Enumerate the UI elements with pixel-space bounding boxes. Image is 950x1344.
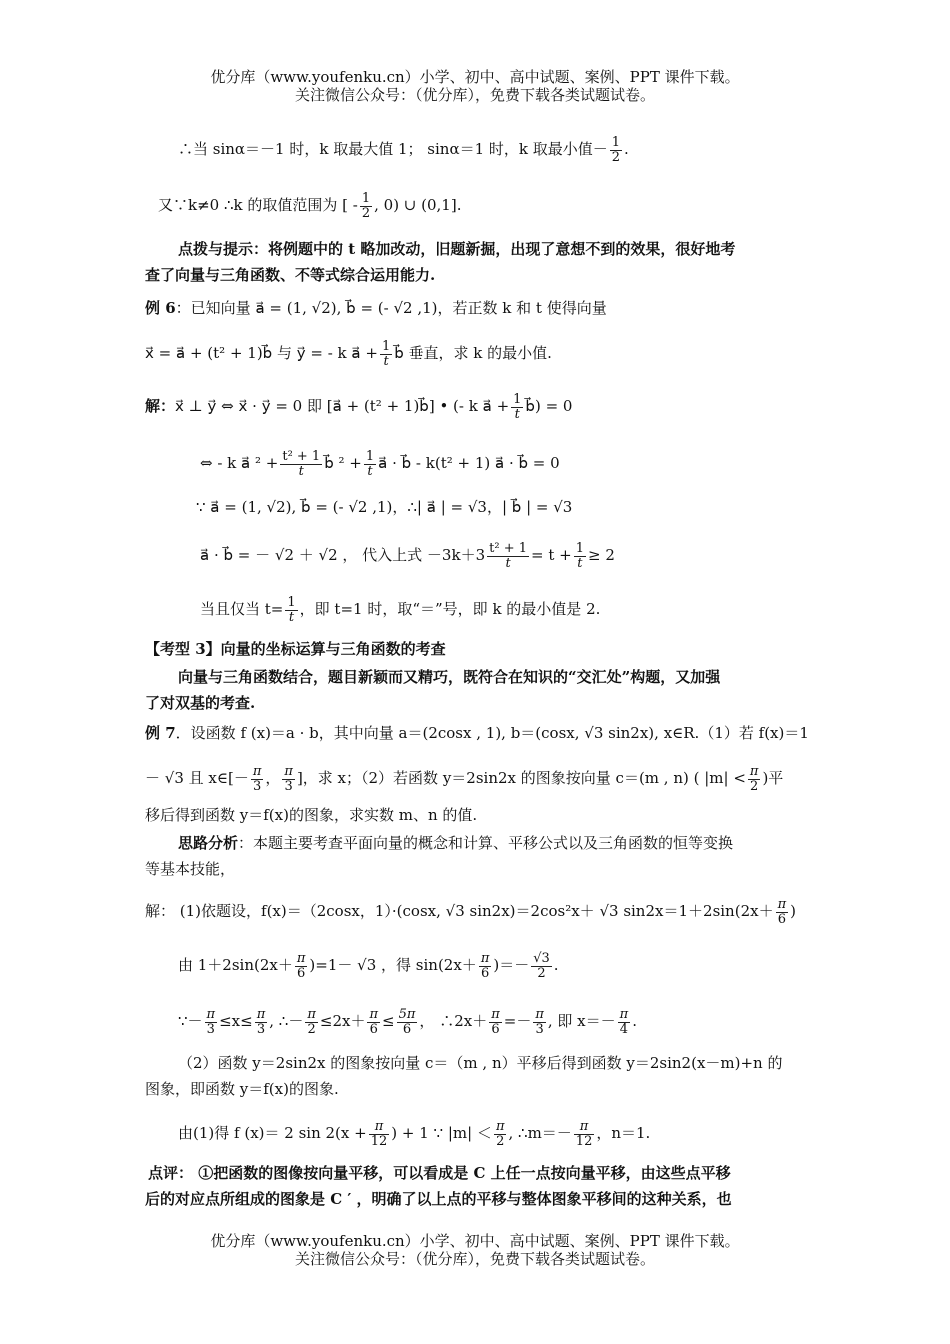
example-7-conditions: － √3 且 x∈[－ $\frac{\pi}{3}$ ， $\frac{\pi}{3}$ ]，求 x；（2）若函数 y＝2sin2x 的图象按向量 c＝(m , n) ( |m| < $\frac{\pi}{2}$ )平 xyxy=(145,764,784,794)
fraction: $\frac{5\pi}{6}$ xyxy=(398,1007,416,1037)
footer-line-2: 关注微信公众号：（优分库），免费下载各类试题试卷。 xyxy=(294,1250,655,1268)
intro-line-1: 向量与三角函数结合，题目新颖而又精巧，既符合在知识的“交汇处”构题，又加强 xyxy=(178,668,721,686)
example-6-statement: 例 6：已知向量 a⃗ = (1, √2), b⃗ = (- √2 ,1)，若正数 k 和 t 使得向量 xyxy=(145,299,607,317)
solution-step-3: ∵ a⃗ = (1, √2), b⃗ = (- √2 ,1)，∴| a⃗ | = √3，| b⃗ | = √3 xyxy=(196,498,573,516)
fraction: $\frac{√3}{2}$ xyxy=(533,951,550,981)
tip-line-2: 查了向量与三角函数、不等式综合运用能力. xyxy=(145,266,436,284)
fraction: $\frac{\pi}{12}$ xyxy=(370,1119,388,1149)
example-7-statement: 例 7．设函数 f (x)＝a · b，其中向量 a＝(2cosx , 1), b＝(cosx, √3 sin2x), x∈R.（1）若 f(x)＝1 xyxy=(145,724,809,742)
comment-line-2: 后的对应点所组成的图象是 C ′ ，明确了以上点的平移与整体图象平移间的这种关系，也 xyxy=(145,1190,732,1208)
section-type-3-heading: 【考型 3】向量的坐标运算与三角函数的考查 xyxy=(145,640,446,658)
fraction: $\frac{1}{t}$ xyxy=(287,595,296,625)
line-k-range: 又∵k≠0 ∴k 的取值范围为 [ - $\frac{1}{2}$ , 0) ∪ (0,1]. xyxy=(158,191,462,221)
fraction: $\frac{\pi}{3}$ xyxy=(535,1007,544,1037)
fraction: $\frac{\pi}{4}$ xyxy=(619,1007,629,1037)
fraction: $\frac{\pi}{6}$ xyxy=(491,1007,500,1037)
fraction: $\frac{\pi}{12}$ xyxy=(575,1119,593,1149)
fraction: $\frac{1}{t}$ xyxy=(381,339,391,369)
answer-line-2: 由 1＋2sin(2x＋ $\frac{\pi}{6}$ )=1－ √3 ，得 sin(2x＋ $\frac{\pi}{6}$ )＝－ $\frac{√3}{2}$ . xyxy=(178,951,559,981)
intro-line-2: 了对双基的考查. xyxy=(145,694,256,712)
line-sin-extreme: ∴当 sinα＝－1 时，k 取最大值 1； sinα＝1 时，k 取最小值－ $\frac{1}{2}$ . xyxy=(178,135,629,165)
fraction: $\frac{1}{2}$ xyxy=(361,191,371,221)
fraction: $\frac{\pi}{6}$ xyxy=(777,897,787,927)
fraction: $\frac{1}{2}$ xyxy=(611,135,621,165)
answer-line-4: （2）函数 y＝2sin2x 的图象按向量 c＝（m , n）平移后得到函数 y＝2sin2(x－m)+n 的 xyxy=(178,1054,783,1072)
solution-step-2: ⇔ - k a⃗ ² + $\frac{\text{t² + 1}}{t}$ b⃗ ² + $\frac{1}{t}$ a⃗ · b⃗ - k(t² + 1) a⃗ · b⃗ = 0 xyxy=(200,449,560,479)
fraction: $\frac{\pi}{2}$ xyxy=(749,764,759,794)
tip-line-1: 点拨与提示：将例题中的 t 略加改动，旧题新掘，出现了意想不到的效果，很好地考 xyxy=(178,240,736,258)
example-6-vectors: x⃗ = a⃗ + (t² + 1)b⃗ 与 y⃗ = - k a⃗ + $\frac{1}{t}$ b⃗ 垂直，求 k 的最小值. xyxy=(145,339,552,369)
header-line-1: 优分库（www.youfenku.cn）小学、初中、高中试题、案例、PPT 课件下载。 xyxy=(210,68,740,86)
answer-line-1: 解： (1)依题设，f(x)＝（2cosx，1）·(cosx, √3 sin2x)＝2cos²x＋ √3 sin2x＝1＋2sin(2x＋ $\frac{\pi}{6}$ ) xyxy=(145,897,796,927)
answer-line-3: ∵－ $\frac{\pi}{3}$ ≤x≤ $\frac{\pi}{3}$ , ∴－ $\frac{\pi}{2}$ ≤2x＋ $\frac{\pi}{6}$ ≤ $\frac{5\pi}{6}$ ， ∴2x＋ $\frac{\pi}{6}$ =－ $\frac{\pi}{3}$ , 即 x＝－ $\frac{\pi}{4}$ . xyxy=(178,1007,637,1037)
fraction: $\frac{\pi}{3}$ xyxy=(252,764,262,794)
answer-line-6: 由(1)得 f (x)＝ 2 sin 2(x + $\frac{\pi}{12}$ ) + 1 ∵ |m| ＜ $\frac{\pi}{2}$ , ∴m＝－ $\frac{\pi}{12}$ ，n＝1. xyxy=(178,1119,651,1149)
answer-line-5: 图象，即函数 y＝f(x)的图象. xyxy=(145,1080,339,1098)
solution-step-1: 解：x⃗ ⊥ y⃗ ⇔ x⃗ · y⃗ = 0 即 [a⃗ + (t² + 1)b⃗] • (- k a⃗ + $\frac{1}{t}$ b⃗) = 0 xyxy=(145,392,573,422)
fraction: $\frac{\pi}{3}$ xyxy=(284,764,293,794)
fraction: $\frac{\text{t² + 1}}{t}$ xyxy=(489,541,527,571)
header-line-2: 关注微信公众号：（优分库），免费下载各类试题试卷。 xyxy=(294,86,655,104)
fraction: $\frac{\pi}{6}$ xyxy=(480,951,490,981)
fraction: $\frac{\pi}{2}$ xyxy=(495,1119,505,1149)
fraction: $\frac{1}{t}$ xyxy=(575,541,584,571)
solution-step-5: 当且仅当 t= $\frac{1}{t}$ ，即 t=1 时，取“＝”号，即 k 的最小值是 2. xyxy=(200,595,601,625)
analysis-line-1: 思路分析：本题主要考查平面向量的概念和计算、平移公式以及三角函数的恒等变换 xyxy=(178,834,734,852)
fraction: $\frac{\pi}{6}$ xyxy=(369,1007,379,1037)
fraction: $\frac{\pi}{6}$ xyxy=(296,951,306,981)
analysis-line-2: 等基本技能， xyxy=(145,860,236,878)
fraction: $\frac{\pi}{3}$ xyxy=(256,1007,266,1037)
fraction: $\frac{\pi}{3}$ xyxy=(206,1007,216,1037)
fraction: $\frac{\text{t² + 1}}{t}$ xyxy=(282,449,321,479)
example-7-ending: 移后得到函数 y＝f(x)的图象，求实数 m、n 的值. xyxy=(145,806,478,824)
solution-step-4: a⃗ · b⃗ = － √2 ＋ √2 ， 代入上式 －3k＋3 $\frac{\text{t² + 1}}{t}$ = t + $\frac{1}{t}$ ≥ 2 xyxy=(200,541,615,571)
comment-line-1: 点评： ①把函数的图像按向量平移，可以看成是 C 上任一点按向量平移，由这些点平移 xyxy=(148,1164,731,1182)
footer-line-1: 优分库（www.youfenku.cn）小学、初中、高中试题、案例、PPT 课件下载。 xyxy=(210,1232,740,1250)
fraction: $\frac{1}{t}$ xyxy=(365,449,375,479)
fraction: $\frac{\pi}{2}$ xyxy=(307,1007,316,1037)
fraction: $\frac{1}{t}$ xyxy=(513,392,522,422)
